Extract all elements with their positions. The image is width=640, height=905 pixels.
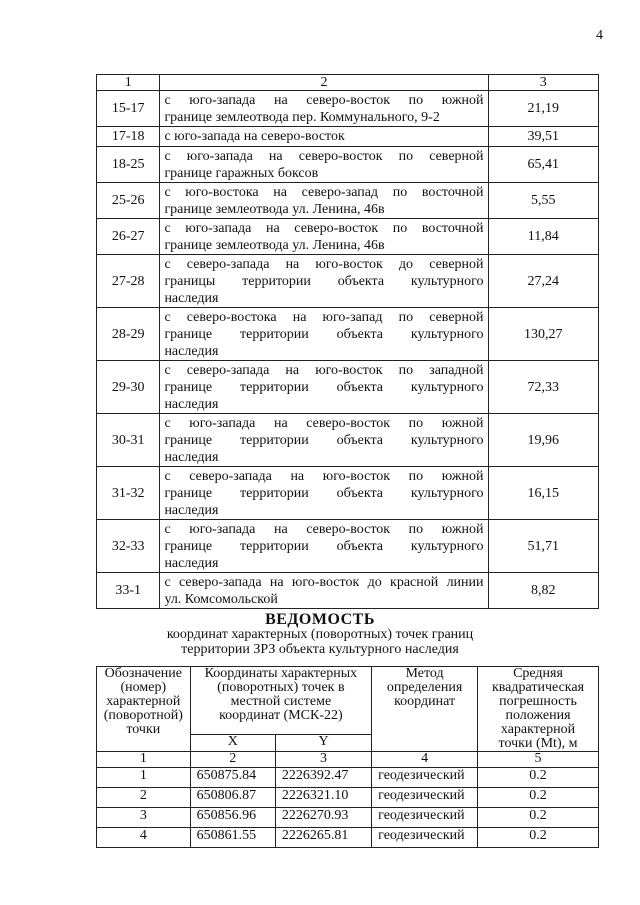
table-row <box>97 255 599 308</box>
coord-x: 650806.87 <box>190 788 275 808</box>
table-row <box>97 788 599 808</box>
statement-subtitle-line-1: координат характерных (поворотных) точек границ <box>166 627 474 642</box>
header-line: координат (МСК-22) <box>219 708 343 723</box>
segment-description <box>160 219 488 255</box>
segment-points: 18-25 <box>97 147 160 183</box>
segment-description <box>160 361 488 414</box>
segment-description <box>160 520 488 573</box>
segment-description <box>160 414 488 467</box>
table-row <box>97 308 599 361</box>
segment-points: 27-28 <box>97 255 160 308</box>
segment-description <box>160 467 488 520</box>
segment-description <box>160 183 488 219</box>
segment-points: 15-17 <box>97 91 160 127</box>
description-line: с юго-запада на северо-восток по северной <box>164 148 484 164</box>
description-line: наследия <box>164 555 219 571</box>
method: геодезический <box>372 768 478 788</box>
table-row <box>97 127 599 147</box>
header-line: Координаты характерных <box>204 666 358 681</box>
segment-points: 25-26 <box>97 183 160 219</box>
point-number: 4 <box>97 828 191 848</box>
description-line: с северо-востока на юго-запад по северной <box>164 309 484 325</box>
coord-x: 650861.55 <box>190 828 275 848</box>
segment-distance: 130,27 <box>488 308 598 361</box>
coordinates-table <box>96 666 599 848</box>
segment-distance: 39,51 <box>488 127 598 147</box>
segment-description <box>160 147 488 183</box>
column-number: 5 <box>478 752 599 768</box>
header-line: точки (Mt), м <box>498 736 578 751</box>
coord-y: 2226265.81 <box>275 828 371 848</box>
description-line: с юго-запада на северо-восток по южной <box>164 521 484 537</box>
table-row <box>97 520 599 573</box>
description-line: наследия <box>164 343 219 359</box>
table-row <box>97 808 599 828</box>
method: геодезический <box>372 788 478 808</box>
column-number: 3 <box>275 752 371 768</box>
segment-distance: 19,96 <box>488 414 598 467</box>
segment-description <box>160 91 488 127</box>
segment-points: 28-29 <box>97 308 160 361</box>
coord-x: 650856.96 <box>190 808 275 828</box>
header-x: X <box>190 734 275 751</box>
header-line: точки <box>126 722 161 737</box>
header-mean-error <box>478 667 599 752</box>
table-row <box>97 573 599 609</box>
description-line: границе территории объекта культурного <box>164 326 484 342</box>
header-line: (поворотной) <box>103 708 183 723</box>
segment-description <box>160 255 488 308</box>
segment-distance: 65,41 <box>488 147 598 183</box>
segment-distance: 27,24 <box>488 255 598 308</box>
header-line: местной системе <box>230 694 332 709</box>
table-row <box>97 828 599 848</box>
description-line: границе территории объекта культурного <box>164 538 484 554</box>
description-line: границе землеотвода ул. Ленина, 46в <box>164 237 385 253</box>
header-line: координат <box>394 694 456 709</box>
segment-description <box>160 308 488 361</box>
description-line: наследия <box>164 502 219 518</box>
description-line: наследия <box>164 449 219 465</box>
point-number: 1 <box>97 768 191 788</box>
segment-points: 31-32 <box>97 467 160 520</box>
header-line: (номер) <box>120 680 167 695</box>
description-line: ул. Комсомольской <box>164 591 278 607</box>
segment-distance: 8,82 <box>488 573 598 609</box>
description-line: с юго-запада на северо-восток по южной <box>164 415 484 431</box>
column-number: 4 <box>372 752 478 768</box>
boundary-segments-table <box>96 74 599 609</box>
description-line: с северо-запада на юго-восток до северной <box>164 256 484 272</box>
header-col-3: 3 <box>488 75 598 91</box>
segment-distance: 21,19 <box>488 91 598 127</box>
mean-error: 0.2 <box>478 768 599 788</box>
segment-distance: 51,71 <box>488 520 598 573</box>
description-line: с северо-запада на юго-восток по южной <box>164 468 484 484</box>
table-row <box>97 768 599 788</box>
description-line: с северо-запада на юго-восток до красной линии <box>164 574 484 590</box>
coord-y: 2226321.10 <box>275 788 371 808</box>
header-line: квадратическая <box>491 680 585 695</box>
header-col-2: 2 <box>160 75 488 91</box>
column-number: 1 <box>97 752 191 768</box>
header-line: характерной <box>106 694 181 709</box>
point-number: 3 <box>97 808 191 828</box>
header-line: погрешность <box>499 694 577 709</box>
mean-error: 0.2 <box>478 788 599 808</box>
point-number: 2 <box>97 788 191 808</box>
segment-points: 17-18 <box>97 127 160 147</box>
description-line: с юго-востока на северо-запад по восточной <box>164 184 484 200</box>
column-number-row <box>97 752 599 768</box>
coord-x: 650875.84 <box>190 768 275 788</box>
table-row <box>97 414 599 467</box>
segment-distance: 72,33 <box>488 361 598 414</box>
header-line: Обозначение <box>104 666 182 681</box>
table-row <box>97 467 599 520</box>
header-line: определения <box>386 680 463 695</box>
table-row <box>97 147 599 183</box>
method: геодезический <box>372 808 478 828</box>
segment-description <box>160 573 488 609</box>
description-line: границе гаражных боксов <box>164 165 319 181</box>
mean-error: 0.2 <box>478 828 599 848</box>
header-line: Средняя <box>513 666 563 681</box>
description-line: наследия <box>164 290 219 306</box>
segment-description <box>160 127 488 147</box>
method: геодезический <box>372 828 478 848</box>
header-col-1: 1 <box>97 75 160 91</box>
segment-points: 33-1 <box>97 573 160 609</box>
header-line: характерной <box>500 722 576 737</box>
description-line: наследия <box>164 396 219 412</box>
table-row <box>97 183 599 219</box>
segment-points: 29-30 <box>97 361 160 414</box>
header-line: положения <box>505 708 571 723</box>
table-row <box>97 361 599 414</box>
description-line: с юго-запада на северо-восток по южной <box>164 92 484 108</box>
table-header-row <box>97 75 599 91</box>
segment-distance: 11,84 <box>488 219 598 255</box>
mean-error: 0.2 <box>478 808 599 828</box>
statement-subtitle-line-2: территории ЗРЗ объекта культурного наследия <box>181 642 459 657</box>
description-line: границе территории объекта культурного <box>164 379 484 395</box>
description-line: с юго-запада на северо-восток по восточной <box>164 220 484 236</box>
header-method <box>372 667 478 752</box>
header-line: Метод <box>405 666 444 681</box>
header-line: (поворотных) точек в <box>217 680 345 695</box>
page-number: 4 <box>596 28 603 43</box>
segment-distance: 5,55 <box>488 183 598 219</box>
segment-distance: 16,15 <box>488 467 598 520</box>
header-coordinates <box>190 667 372 735</box>
table-row <box>97 91 599 127</box>
segment-points: 32-33 <box>97 520 160 573</box>
description-line: границе землеотвода пер. Коммунального, 9-2 <box>164 109 440 125</box>
description-line: границе территории объекта культурного <box>164 485 484 501</box>
description-line: границе территории объекта культурного <box>164 432 484 448</box>
segment-points: 26-27 <box>97 219 160 255</box>
table-row <box>97 219 599 255</box>
description-line: границе землеотвода ул. Ленина, 46в <box>164 201 385 217</box>
description-line: границы территории объекта культурного <box>164 273 484 289</box>
statement-title: ВЕДОМОСТЬ <box>265 611 375 628</box>
table-header-row <box>97 667 599 735</box>
coord-y: 2226392.47 <box>275 768 371 788</box>
coord-y: 2226270.93 <box>275 808 371 828</box>
header-y: Y <box>275 734 371 751</box>
description-line: с северо-запада на юго-восток по западной <box>164 362 484 378</box>
column-number: 2 <box>190 752 275 768</box>
description-line: с юго-запада на северо-восток <box>164 129 345 144</box>
header-point-designation <box>97 667 191 752</box>
segment-points: 30-31 <box>97 414 160 467</box>
